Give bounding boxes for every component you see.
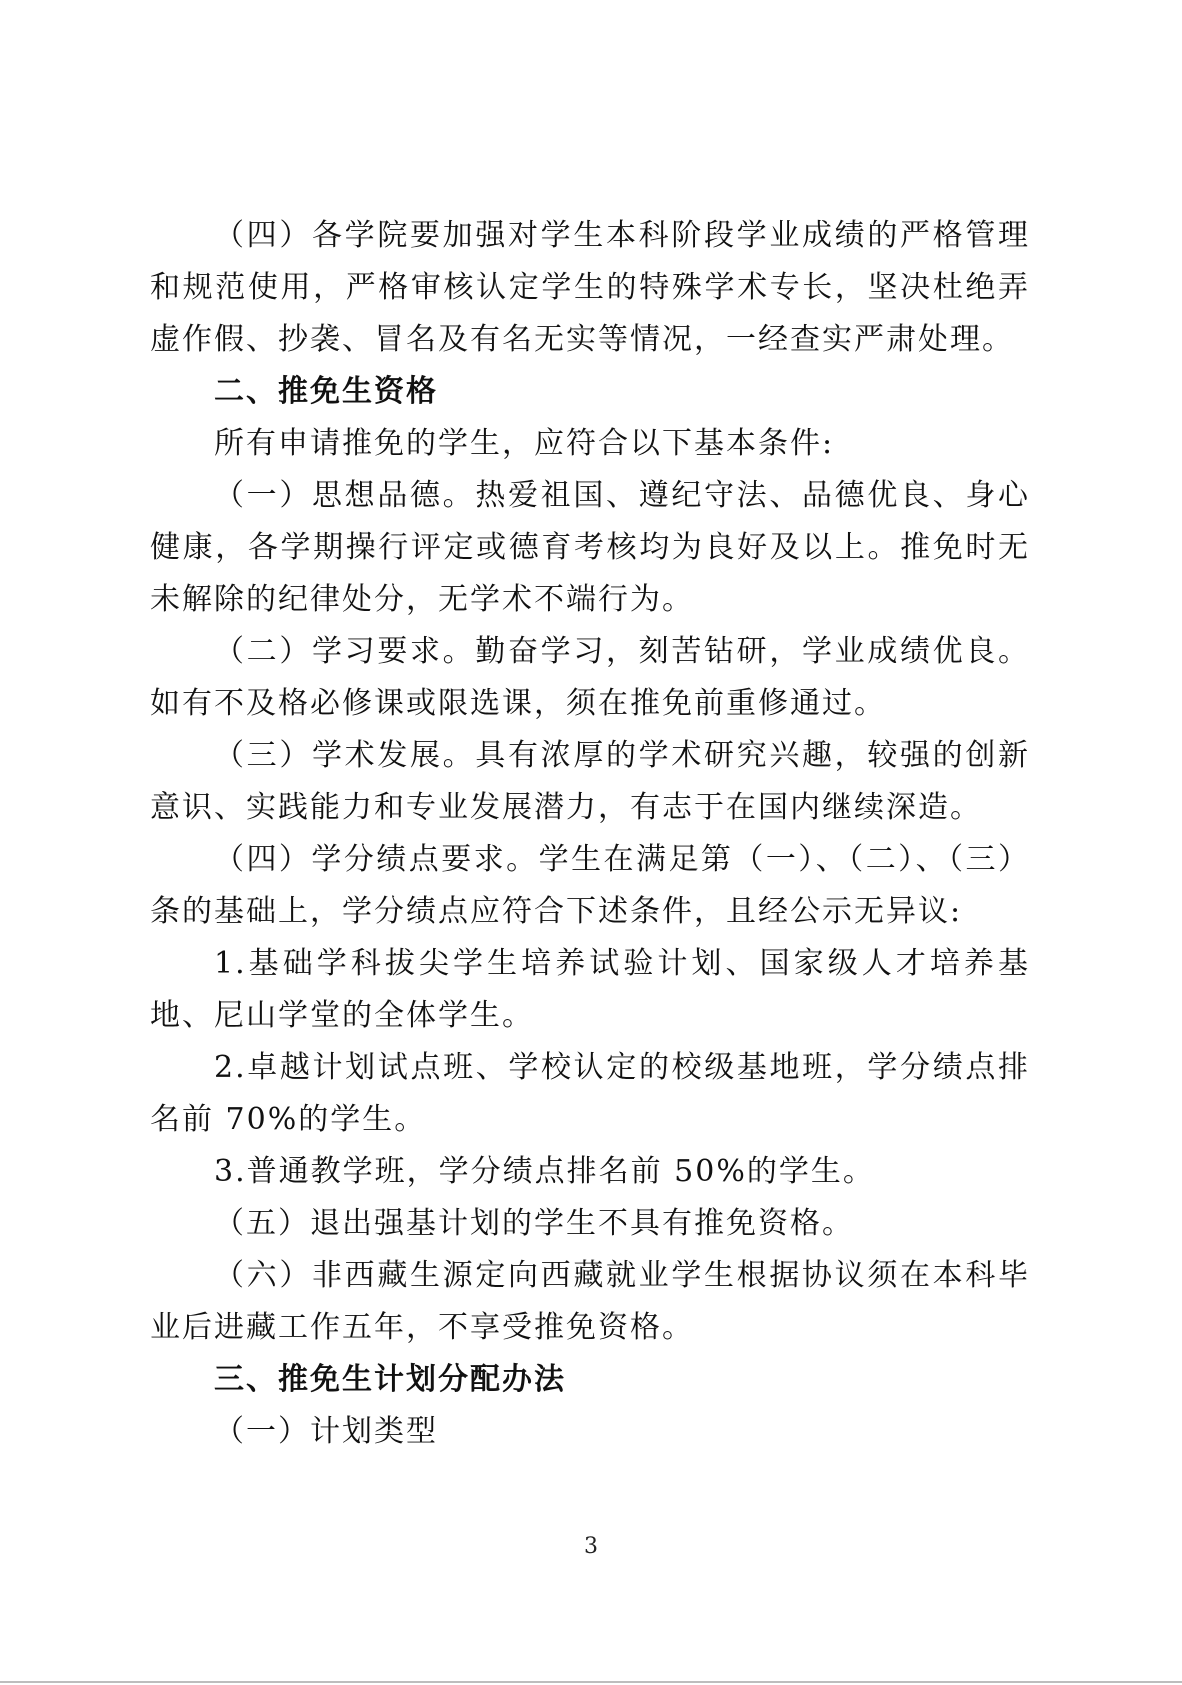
heading-plan-allocation: 三、推免生计划分配办法 (214, 1362, 566, 1397)
paragraph-section4-academic-records: （四）各学院要加强对学生本科阶段学业成绩的严格管理和规范使用，严格审核认定学生的特殊学术专长，坚决杜绝弄虚作假、抄袭、冒名及有名无实等情况，一经查实严肃处理。 (150, 218, 1030, 357)
paragraph-academic-development: （三）学术发展。具有浓厚的学术研究兴趣，较强的创新意识、实践能力和专业发展潜力，有志于在国内继续深造。 (150, 738, 1030, 825)
page-number: 3 (584, 1534, 598, 1559)
paragraph-strong-foundation-exit: （五）退出强基计划的学生不具有推免资格。 (214, 1206, 854, 1241)
paragraph-gpa-item-2: 2.卓越计划试点班、学校认定的校级基地班，学分绩点排名前 70%的学生。 (150, 1050, 1030, 1137)
paragraph-gpa-requirements: （四）学分绩点要求。学生在满足第（一）、（二）、（三）条的基础上，学分绩点应符合下述条件，且经公示无异议: (150, 842, 1030, 929)
paragraph-plan-types: （一）计划类型 (214, 1414, 438, 1449)
document-body (150, 210, 1030, 1458)
paragraph-gpa-item-1: 1.基础学科拔尖学生培养试验计划、国家级人才培养基地、尼山学堂的全体学生。 (150, 946, 1030, 1033)
paragraph-gpa-item-3: 3.普通教学班，学分绩点排名前 50%的学生。 (214, 1154, 875, 1189)
paragraph-moral-character: （一）思想品德。热爱祖国、遵纪守法、品德优良、身心健康，各学期操行评定或德育考核均为良好及以上。推免时无未解除的纪律处分，无学术不端行为。 (150, 478, 1030, 617)
paragraph-tibet-employment: （六）非西藏生源定向西藏就业学生根据协议须在本科毕业后进藏工作五年，不享受推免资格。 (150, 1258, 1030, 1345)
heading-eligibility: 二、推免生资格 (214, 374, 438, 409)
bottom-divider (0, 1681, 1182, 1683)
paragraph-study-requirements: （二）学习要求。勤奋学习，刻苦钻研，学业成绩优良。如有不及格必修课或限选课，须在推免前重修通过。 (150, 634, 1030, 721)
paragraph-basic-conditions-intro: 所有申请推免的学生，应符合以下基本条件: (214, 426, 835, 461)
